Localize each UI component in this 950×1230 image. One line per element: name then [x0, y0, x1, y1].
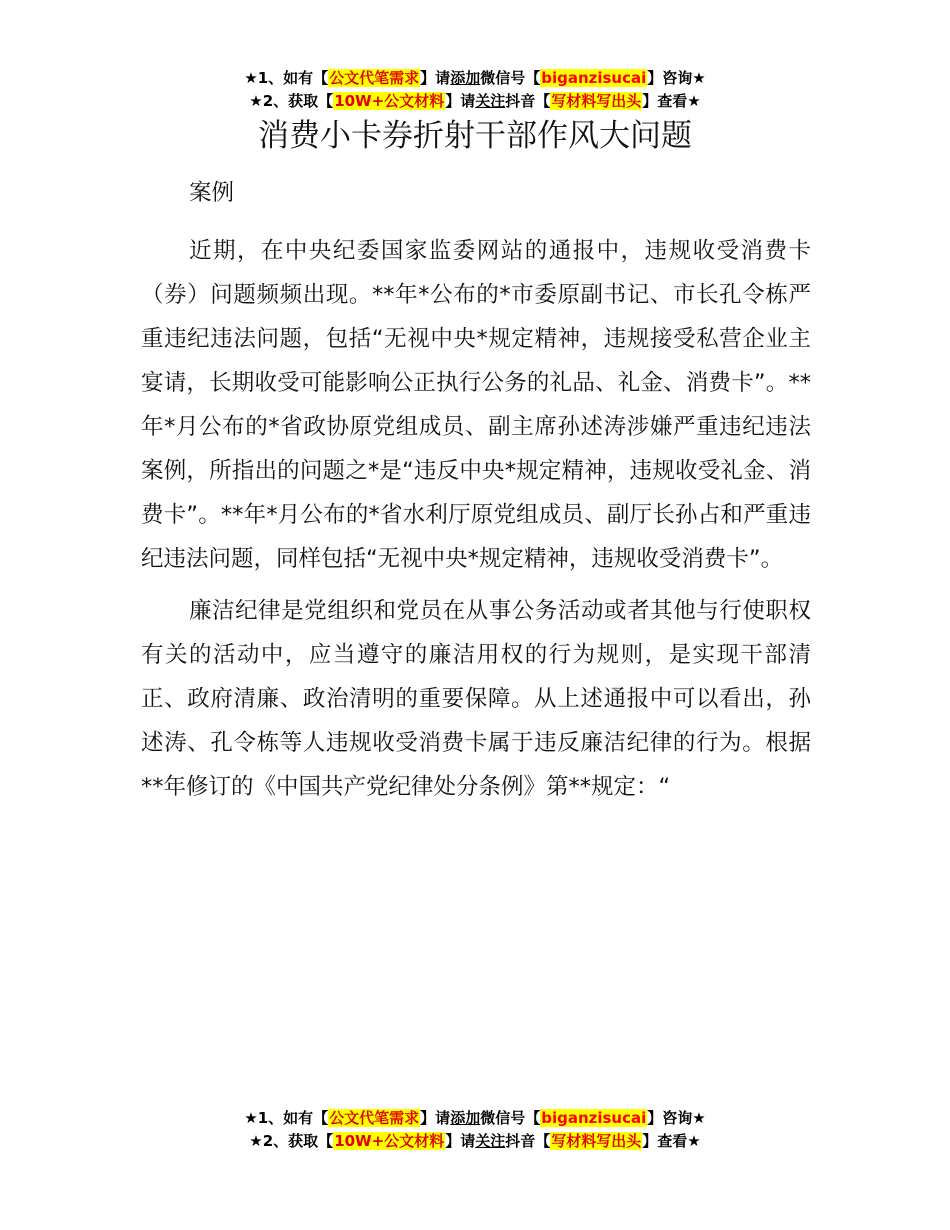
star-icon: ★ — [244, 1109, 258, 1127]
banner-text-underlined: 关注 — [475, 1132, 506, 1150]
body-paragraph: 近期，在中央纪委国家监委网站的通报中，违规收受消费卡（券）问题频频出现。**年*公布的*市委原副书记、市长孔令栋严重违纪违法问题，包括“无视中央*规定精神，违规接受私营企业主宴请，长期收受可能影响公正执行公务的礼品、礼金、消费卡”。**年*月公布的*省政协原党组成员、副主席孙述涛涉嫌严重违纪违法案例，所指出的问题之*是“违反中央*规定精神，违规收受礼金、消费卡”。**年*月公布的*省水利厅原党组成员、副厅长孙占和严重违纪违法问题，同样包括“无视中央*规定精神，违规收受消费卡”。 — [141, 238, 811, 572]
star-icon: ★ — [244, 69, 258, 87]
highlight-ghostwriting: 公文代笔需求 — [329, 1109, 420, 1127]
star-icon: ★ — [249, 1132, 263, 1150]
highlight-ghostwriting: 公文代笔需求 — [329, 69, 420, 87]
banner-text: 】查看★ — [642, 92, 701, 110]
highlight-douyin-account: 写材料写出头 — [551, 92, 642, 110]
banner-text: 2、获取【 — [262, 1132, 334, 1150]
section-heading: 案例 — [189, 180, 235, 206]
footer-banner — [0, 1107, 950, 1153]
banner-line-2 — [0, 90, 950, 113]
banner-text: 】咨询★ — [647, 69, 706, 87]
banner-text-underlined: 添加 — [450, 1109, 481, 1127]
banner-text: 】请 — [445, 1132, 476, 1150]
header-banner — [0, 67, 950, 113]
banner-text-underlined: 关注 — [475, 92, 506, 110]
banner-text: 】请 — [420, 69, 451, 87]
banner-text: 1、如有【 — [257, 69, 329, 87]
document-body — [141, 171, 811, 817]
banner-text: 2、获取【 — [262, 92, 334, 110]
banner-text: 1、如有【 — [257, 1109, 329, 1127]
star-icon: ★ — [249, 92, 263, 110]
banner-text: 】咨询★ — [647, 1109, 706, 1127]
banner-text: 】查看★ — [642, 1132, 701, 1150]
banner-line-2 — [0, 1130, 950, 1153]
banner-line-1 — [0, 1107, 950, 1130]
banner-line-1 — [0, 67, 950, 90]
banner-text: 抖音【 — [505, 1132, 551, 1150]
highlight-materials: 10W+公文材料 — [334, 1132, 445, 1150]
banner-text-underlined: 添加 — [450, 69, 481, 87]
highlight-wechat-id: biganzisucai — [541, 1109, 647, 1127]
banner-text: 抖音【 — [505, 92, 551, 110]
banner-text: 微信号【 — [480, 1109, 541, 1127]
highlight-wechat-id: biganzisucai — [541, 69, 647, 87]
highlight-materials: 10W+公文材料 — [334, 92, 445, 110]
banner-text: 】请 — [420, 1109, 451, 1127]
body-paragraph: 廉洁纪律是党组织和党员在从事公务活动或者其他与行使职权有关的活动中，应当遵守的廉洁用权的行为规则，是实现干部清正、政府清廉、政治清明的重要保障。从上述通报中可以看出，孙述涛、孔令栋等人违规收受消费卡属于违反廉洁纪律的行为。根据**年修订的《中国共产党纪律处分条例》第**规定：“ — [141, 598, 811, 800]
banner-text: 】请 — [445, 92, 476, 110]
document-title: 消费小卡券折射干部作风大问题 — [258, 118, 692, 154]
highlight-douyin-account: 写材料写出头 — [551, 1132, 642, 1150]
banner-text: 微信号【 — [480, 69, 541, 87]
